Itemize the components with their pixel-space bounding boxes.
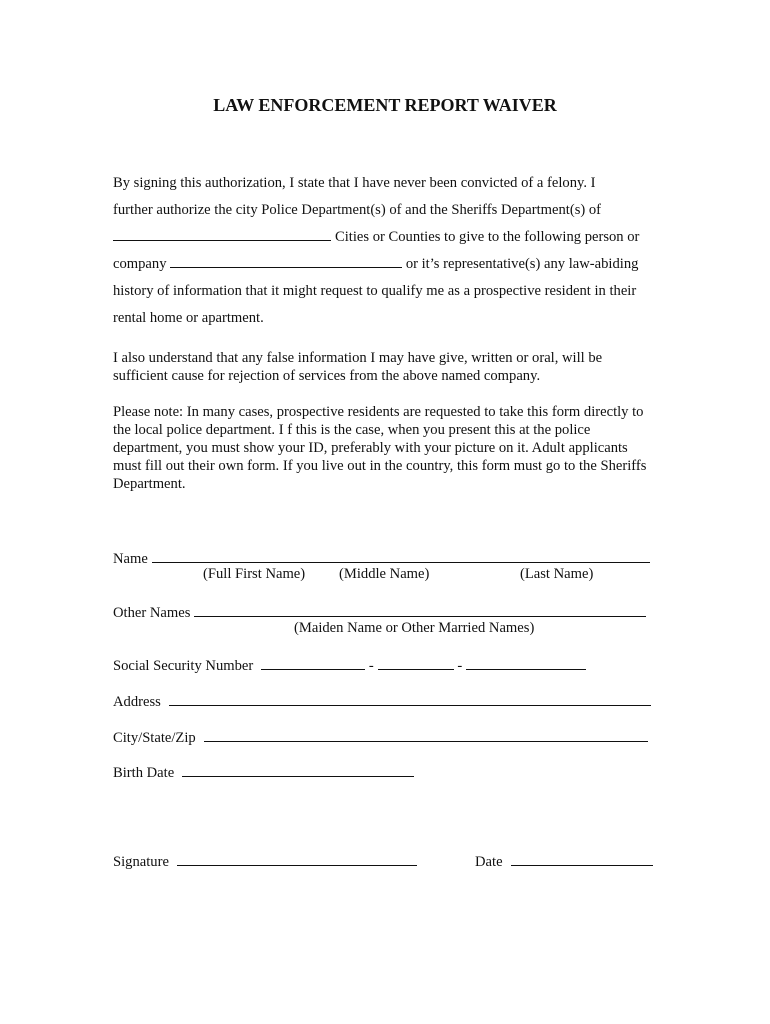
ssn-part-1-input-line[interactable] xyxy=(261,655,365,670)
date-field xyxy=(475,851,653,871)
ssn-label: Social Security Number xyxy=(113,658,254,674)
birth-date-label: Birth Date xyxy=(113,765,175,781)
ssn-separator-2: - xyxy=(457,658,463,674)
paragraph-line-4 xyxy=(113,251,658,278)
paragraph-line-3 xyxy=(113,224,658,251)
city-state-zip-field xyxy=(113,727,648,747)
signature-input-line[interactable] xyxy=(177,851,417,866)
date-input-line[interactable] xyxy=(511,851,653,866)
name-hint-last: (Last Name) xyxy=(520,566,594,582)
name-input-line[interactable] xyxy=(152,548,650,563)
name-label: Name xyxy=(113,551,148,567)
birth-date-input-line[interactable] xyxy=(182,762,414,777)
ssn-separator-1: - xyxy=(368,658,374,674)
signature-field xyxy=(113,851,417,871)
name-hint-first: (Full First Name) xyxy=(203,566,306,582)
paragraph-line-4-suffix: or it’s representative(s) any law-abiding xyxy=(405,256,639,272)
paragraph-line-6: rental home or apartment. xyxy=(113,310,264,326)
false-information-paragraph: I also understand that any false information I may have give, written or oral, will be sufficient cause for rejection of services from the above named company. xyxy=(113,350,603,384)
city-state-zip-input-line[interactable] xyxy=(204,727,648,742)
address-field xyxy=(113,691,651,711)
paragraph-line-2: further authorize the city Police Department(s) of and the Sheriffs Department(s) of xyxy=(113,202,602,218)
company-blank[interactable] xyxy=(170,253,402,268)
signature-label: Signature xyxy=(113,854,169,870)
paragraph-line-5: history of information that it might request to qualify me as a prospective resident in their xyxy=(113,283,637,299)
city-state-zip-label: City/State/Zip xyxy=(113,730,196,746)
address-label: Address xyxy=(113,694,161,710)
date-label: Date xyxy=(475,854,503,870)
birth-date-field xyxy=(113,762,414,782)
other-names-label: Other Names xyxy=(113,605,191,621)
name-field xyxy=(113,548,650,568)
name-hint-middle: (Middle Name) xyxy=(339,566,430,582)
cities-counties-blank[interactable] xyxy=(113,226,331,241)
other-names-field xyxy=(113,602,646,622)
other-names-input-line[interactable] xyxy=(194,602,646,617)
other-names-hint: (Maiden Name or Other Married Names) xyxy=(294,620,535,636)
ssn-part-2-input-line[interactable] xyxy=(378,655,454,670)
please-note-paragraph: Please note: In many cases, prospective residents are requested to take this form directly to the local police department. I f this is the case, when you present this at the police department, you must show your ID, preferably with your picture on it. Adult applicants must fill out their own form. If you live out in the country, this form must go to the Sheriffs Department. xyxy=(113,404,647,492)
paragraph-line-3-text: Cities or Counties to give to the following person or xyxy=(335,229,640,245)
authorization-paragraph xyxy=(113,170,658,332)
paragraph-line-1: By signing this authorization, I state that I have never been convicted of a felony. I xyxy=(113,175,596,191)
ssn-field xyxy=(113,655,586,675)
document-title: LAW ENFORCEMENT REPORT WAIVER xyxy=(213,95,557,115)
ssn-part-3-input-line[interactable] xyxy=(466,655,586,670)
address-input-line[interactable] xyxy=(169,691,651,706)
paragraph-line-4-prefix: company xyxy=(113,256,167,272)
